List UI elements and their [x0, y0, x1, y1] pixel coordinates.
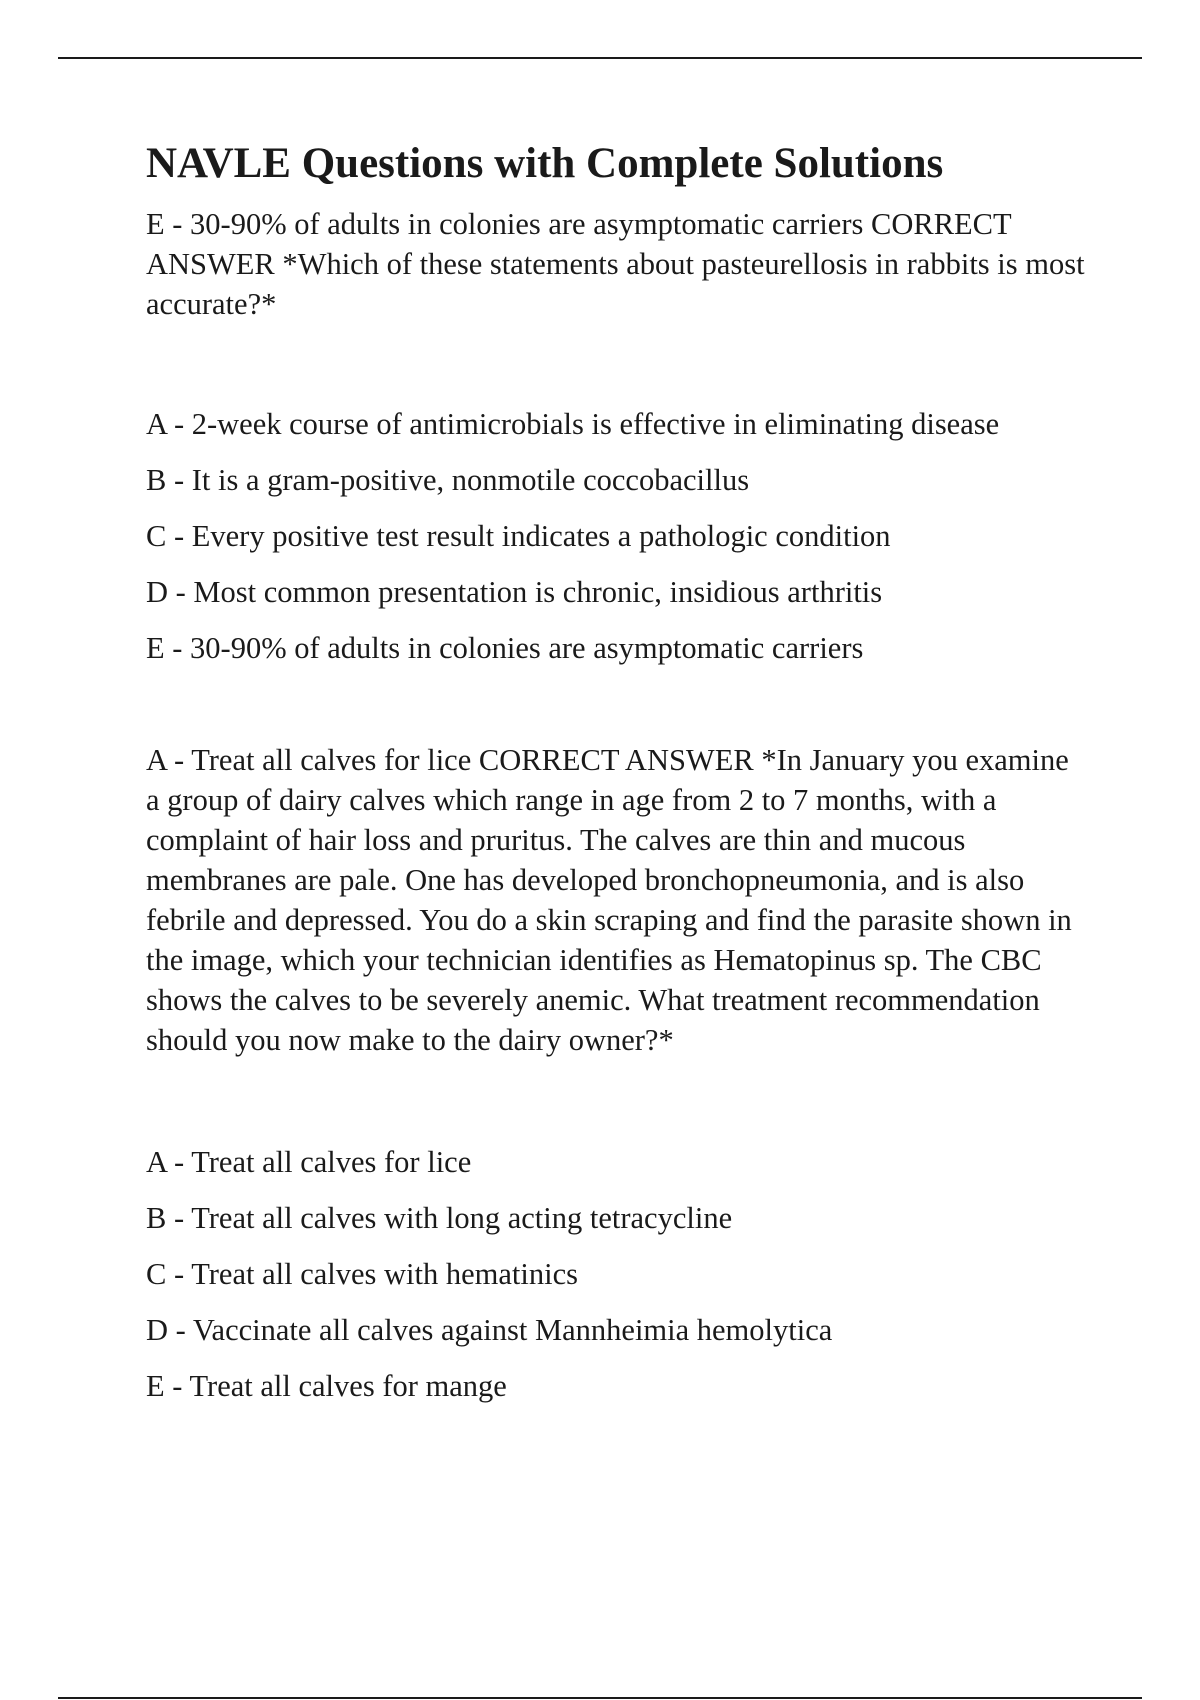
header-rule — [58, 57, 1142, 59]
question-2-option-c: C - Treat all calves with hematinics — [146, 1256, 579, 1291]
question-1-options — [146, 404, 1086, 668]
question-1-option-a: A - 2-week course of antimicrobials is effective in eliminating disease — [146, 406, 1000, 441]
question-2-option-a: A - Treat all calves for lice — [146, 1144, 472, 1179]
question-1-option-d: D - Most common presentation is chronic, insidious arthritis — [146, 574, 883, 609]
document-body — [146, 138, 1086, 1422]
question-2-options — [146, 1142, 1086, 1406]
footer-rule — [58, 1697, 1142, 1699]
question-2-option-b: B - Treat all calves with long acting tetracycline — [146, 1200, 733, 1235]
question-2-option-e: E - Treat all calves for mange — [146, 1368, 507, 1403]
question-1-option-e: E - 30-90% of adults in colonies are asymptomatic carriers — [146, 630, 864, 665]
page-title: NAVLE Questions with Complete Solutions — [146, 140, 944, 187]
question-1-option-c: C - Every positive test result indicates a pathologic condition — [146, 518, 891, 553]
question-1-option-b: B - It is a gram-positive, nonmotile coccobacillus — [146, 462, 750, 497]
question-2-option-d: D - Vaccinate all calves against Mannheimia hemolytica — [146, 1312, 833, 1347]
question-1-text: E - 30-90% of adults in colonies are asymptomatic carriers CORRECT ANSWER *Which of these statements about pasteurellosis in rabbits is most accurate?* — [146, 206, 1085, 321]
question-2-text: A - Treat all calves for lice CORRECT ANSWER *In January you examine a group of dairy calves which range in age from 2 to 7 months, with a complaint of hair loss and pruritus. The calves are thin and mucous membranes are pale. One has developed bronchopneumonia, and is also febrile and depressed. You do a skin scraping and find the parasite shown in the image, which your technician identifies as Hematopinus sp. The CBC shows the calves to be severely anemic. What treatment recommendation should you now make to the dairy owner?* — [146, 742, 1072, 1057]
